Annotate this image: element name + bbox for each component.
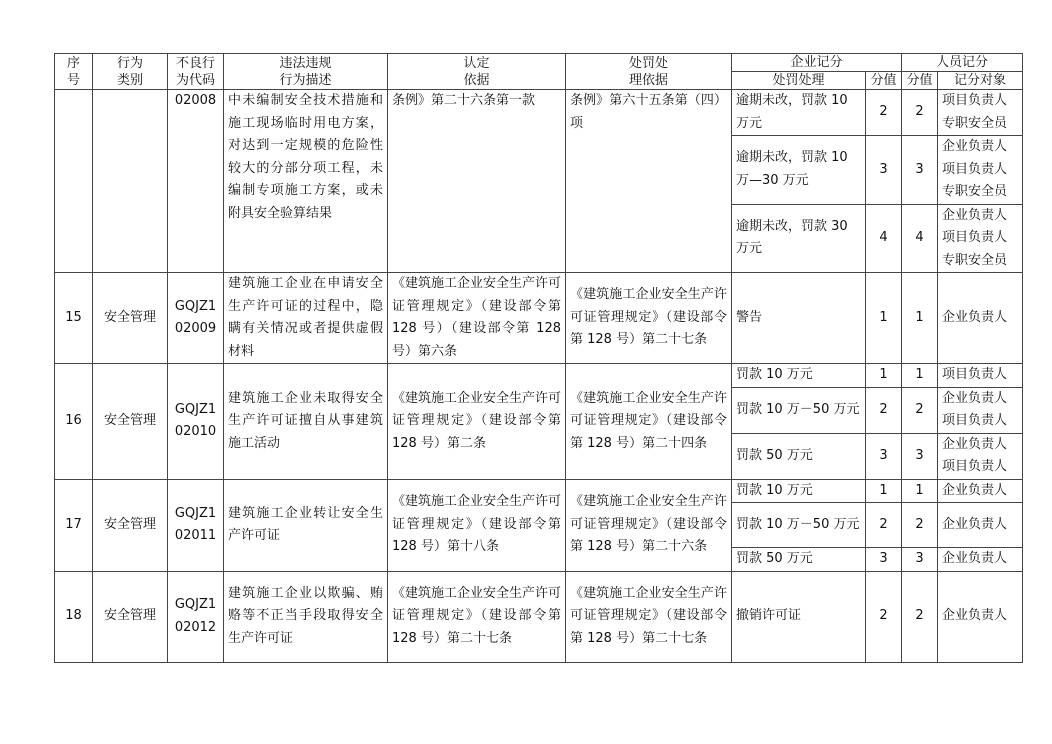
header-penalty-basis: 处罚处 理依据 xyxy=(566,54,732,90)
cell-target: 企业负责人 xyxy=(938,273,1023,364)
cell-points: 3 xyxy=(866,548,902,572)
header-violation: 违法违规 行为描述 xyxy=(224,54,388,90)
cell-penalty-basis: 《建筑施工企业安全生产许可证管理规定》（建设部令第 128 号）第二十六条 xyxy=(566,479,732,571)
table-row xyxy=(55,273,1023,364)
cell-penalty: 罚款 10 万－50 万元 xyxy=(732,503,866,548)
cell-target: 企业负责人 项目负责人 xyxy=(938,433,1023,479)
cell-target: 企业负责人 项目负责人 专职安全员 xyxy=(938,204,1023,273)
cell-target: 项目负责人 xyxy=(938,364,1023,388)
cell-violation: 建筑施工企业以欺骗、贿赂等不正当手段取得安全生产许可证 xyxy=(224,571,388,662)
header-seq: 序 号 xyxy=(55,54,93,90)
cell-personnel-points: 2 xyxy=(902,387,938,433)
cell-penalty: 罚款 10 万－50 万元 xyxy=(732,387,866,433)
table-row xyxy=(55,571,1023,662)
header-personnel-score: 人员记分 xyxy=(902,54,1023,72)
cell-code: GQJZ1 02012 xyxy=(168,571,224,662)
cell-personnel-points: 2 xyxy=(902,503,938,548)
table-row xyxy=(55,90,1023,136)
header-category: 行为 类别 xyxy=(93,54,168,90)
cell-target: 企业负责人 xyxy=(938,479,1023,503)
cell-violation: 建筑施工企业转让安全生产许可证 xyxy=(224,479,388,571)
header-enterprise-score: 企业记分 xyxy=(732,54,902,72)
cell-penalty: 逾期未改，罚款 30 万元 xyxy=(732,204,866,273)
cell-target: 企业负责人 xyxy=(938,548,1023,572)
cell-points: 3 xyxy=(866,433,902,479)
cell-points: 2 xyxy=(866,90,902,136)
cell-personnel-points: 3 xyxy=(902,136,938,205)
cell-basis: 《建筑施工企业安全生产许可证管理规定》（建设部令第 128 号）第二十七条 xyxy=(388,571,566,662)
cell-seq: 16 xyxy=(55,364,93,480)
cell-target: 项目负责人 专职安全员 xyxy=(938,90,1023,136)
cell-code: GQJZ1 02009 xyxy=(168,273,224,364)
cell-penalty: 罚款 10 万元 xyxy=(732,364,866,388)
cell-penalty: 逾期未改，罚款 10 万元 xyxy=(732,90,866,136)
cell-points: 1 xyxy=(866,273,902,364)
cell-points: 2 xyxy=(866,571,902,662)
cell-code: GQJZ1 02010 xyxy=(168,364,224,480)
cell-penalty-basis: 《建筑施工企业安全生产许可证管理规定》（建设部令第 128 号）第二十四条 xyxy=(566,364,732,480)
cell-category xyxy=(93,90,168,273)
header-penalty: 处罚处理 xyxy=(732,72,866,90)
cell-basis: 《建筑施工企业安全生产许可证管理规定》（建设部令第 128 号）第十八条 xyxy=(388,479,566,571)
cell-basis: 《建筑施工企业安全生产许可证管理规定》（建设部令第 128 号）第二条 xyxy=(388,364,566,480)
cell-penalty: 罚款 50 万元 xyxy=(732,433,866,479)
cell-basis: 《建筑施工企业安全生产许可证管理规定》（建设部令第 128 号）（建设部令第 128 号）第六条 xyxy=(388,273,566,364)
cell-personnel-points: 3 xyxy=(902,548,938,572)
cell-category: 安全管理 xyxy=(93,571,168,662)
cell-seq: 15 xyxy=(55,273,93,364)
cell-personnel-points: 1 xyxy=(902,364,938,388)
cell-penalty: 罚款 50 万元 xyxy=(732,548,866,572)
header-code: 不良行 为代码 xyxy=(168,54,224,90)
cell-target: 企业负责人 项目负责人 xyxy=(938,387,1023,433)
cell-penalty: 罚款 10 万元 xyxy=(732,479,866,503)
cell-personnel-points: 4 xyxy=(902,204,938,273)
table-row xyxy=(55,364,1023,388)
cell-code: GQJZ1 02011 xyxy=(168,479,224,571)
cell-points: 2 xyxy=(866,503,902,548)
cell-points: 2 xyxy=(866,387,902,433)
cell-violation: 建筑施工企业未取得安全生产许可证擅自从事建筑施工活动 xyxy=(224,364,388,480)
cell-violation: 中未编制安全技术措施和施工现场临时用电方案，对达到一定规模的危险性较大的分部分项工程，未编制专项施工方案，或未附具安全验算结果 xyxy=(224,90,388,273)
cell-penalty-basis: 条例》第六十五条第（四）项 xyxy=(566,90,732,273)
cell-penalty: 警告 xyxy=(732,273,866,364)
header-target: 记分对象 xyxy=(938,72,1023,90)
cell-category: 安全管理 xyxy=(93,479,168,571)
cell-target: 企业负责人 项目负责人 专职安全员 xyxy=(938,136,1023,205)
cell-target: 企业负责人 xyxy=(938,503,1023,548)
cell-violation: 建筑施工企业在申请安全生产许可证的过程中，隐瞒有关情况或者提供虚假材料 xyxy=(224,273,388,364)
cell-category: 安全管理 xyxy=(93,364,168,480)
cell-target: 企业负责人 xyxy=(938,571,1023,662)
cell-penalty-basis: 《建筑施工企业安全生产许可证管理规定》（建设部令第 128 号）第二十七条 xyxy=(566,273,732,364)
cell-category: 安全管理 xyxy=(93,273,168,364)
table-row xyxy=(55,479,1023,503)
header-basis: 认定 依据 xyxy=(388,54,566,90)
cell-penalty: 逾期未改，罚款 10 万—30 万元 xyxy=(732,136,866,205)
cell-seq: 17 xyxy=(55,479,93,571)
cell-personnel-points: 2 xyxy=(902,90,938,136)
header-points-personnel: 分值 xyxy=(902,72,938,90)
header-row xyxy=(55,54,1023,72)
cell-seq xyxy=(55,90,93,273)
cell-personnel-points: 2 xyxy=(902,571,938,662)
violation-scoring-table xyxy=(54,53,1023,663)
cell-points: 4 xyxy=(866,204,902,273)
cell-personnel-points: 1 xyxy=(902,273,938,364)
cell-penalty: 撤销许可证 xyxy=(732,571,866,662)
header-points: 分值 xyxy=(866,72,902,90)
cell-personnel-points: 3 xyxy=(902,433,938,479)
cell-personnel-points: 1 xyxy=(902,479,938,503)
cell-points: 3 xyxy=(866,136,902,205)
cell-points: 1 xyxy=(866,364,902,388)
cell-penalty-basis: 《建筑施工企业安全生产许可证管理规定》（建设部令第 128 号）第二十七条 xyxy=(566,571,732,662)
cell-seq: 18 xyxy=(55,571,93,662)
cell-basis: 条例》第二十六条第一款 xyxy=(388,90,566,273)
cell-points: 1 xyxy=(866,479,902,503)
cell-code: 02008 xyxy=(168,90,224,273)
